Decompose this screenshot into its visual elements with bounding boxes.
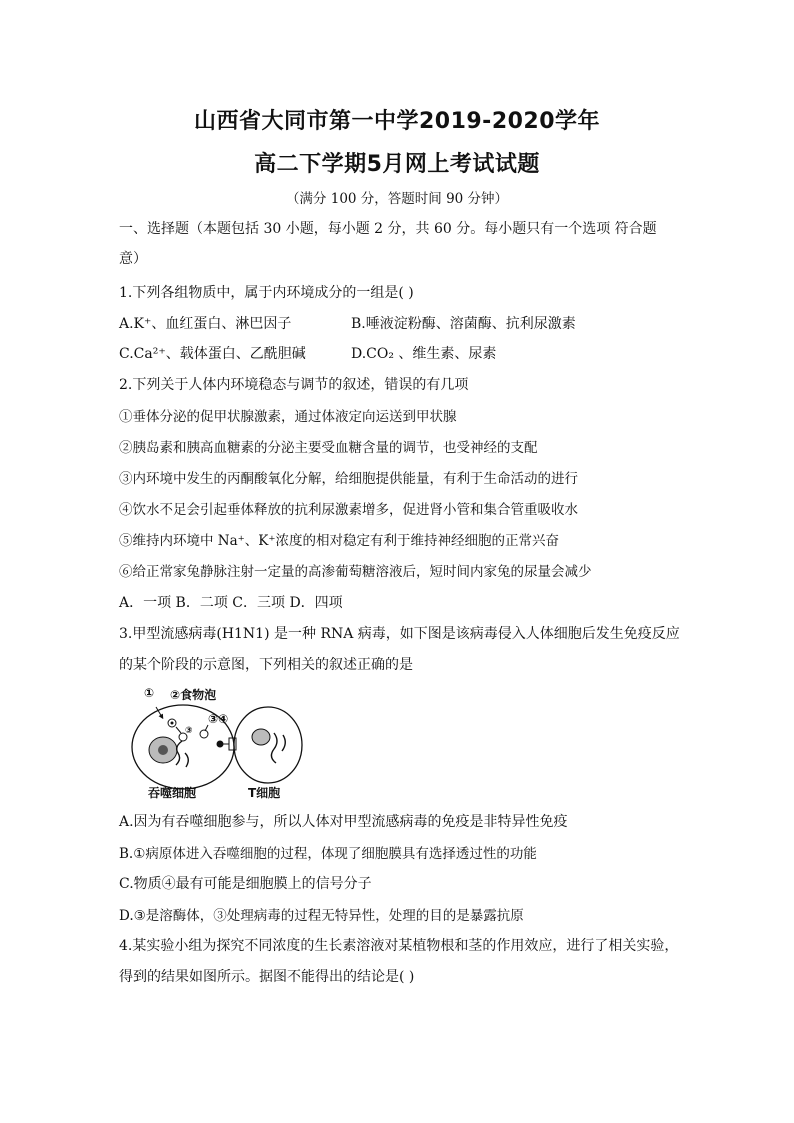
q2-statement-4: ④饮水不足会引起垂体释放的抗利尿激素增多，促进肾小管和集合管重吸收水 bbox=[119, 502, 578, 518]
exam-title-line2: 高二下学期5月网上考试试题 bbox=[254, 152, 540, 177]
figure-label-t-cell: T细胞 bbox=[248, 786, 281, 800]
exam-title-line1: 山西省大同市第一中学2019-2020学年 bbox=[193, 109, 601, 134]
t-cell-organelle bbox=[271, 733, 277, 763]
t-cell-membrane bbox=[234, 707, 302, 783]
q1-stem: 1.下列各组物质中，属于内环境成分的一组是( ) bbox=[119, 285, 414, 301]
q4-stem-line1: 4.某实验小组为探究不同浓度的生长素溶液对某植物根和茎的作用效应，进行了相关实验， bbox=[119, 938, 679, 954]
figure-label-3-small: ③ bbox=[185, 726, 193, 736]
q2-statement-1: ①垂体分泌的促甲状腺激素，通过体液定向运送到甲状腺 bbox=[119, 409, 457, 425]
section-instructions-line2: 意） bbox=[119, 251, 147, 267]
lysosome-vesicle bbox=[200, 730, 208, 738]
figure-label-phagocyte: 吞噬细胞 bbox=[148, 786, 197, 800]
cell-diagram-svg bbox=[128, 685, 308, 800]
q1-option-c: C.Ca²⁺、载体蛋白、乙酰胆碱 bbox=[119, 346, 306, 362]
t-cell-organelle bbox=[282, 735, 285, 751]
antigen-marker bbox=[217, 741, 224, 748]
q2-statement-2: ②胰岛素和胰高血糖素的分泌主要受血糖含量的调节，也受神经的支配 bbox=[119, 440, 538, 456]
q2-statement-3: ③内环境中发生的丙酮酸氧化分解，给细胞提供能量，有利于生命活动的进行 bbox=[119, 471, 578, 487]
q2-statement-6: ⑥给正常家兔静脉注射一定量的高渗葡萄糖溶液后，短时间内家兔的尿量会减少 bbox=[119, 564, 592, 580]
section-instructions-line1: 一、选择题（本题包括 30 小题，每小题 2 分，共 60 分。每小题只有一个选项 符合题 bbox=[119, 221, 657, 237]
q3-option-b: B.①病原体进入吞噬细胞的过程，体现了细胞膜具有选择透过性的功能 bbox=[119, 846, 537, 862]
q1-option-b: B.唾液淀粉酶、溶菌酶、抗利尿激素 bbox=[351, 316, 576, 332]
receptor-box bbox=[229, 738, 236, 750]
q3-stem-line2: 的某个阶段的示意图，下列相关的叙述正确的是 bbox=[119, 657, 413, 673]
q1-option-d: D.CO₂ 、维生素、尿素 bbox=[351, 346, 497, 362]
exam-subtitle: （满分 100 分，答题时间 90 分钟） bbox=[285, 191, 509, 207]
q3-option-a: A.因为有吞噬细胞参与，所以人体对甲型流感病毒的免疫是非特异性免疫 bbox=[119, 814, 568, 830]
q2-options: A．一项 B．二项 C．三项 D．四项 bbox=[119, 595, 343, 611]
q4-stem-line2: 得到的结果如图所示。据图不能得出的结论是( ) bbox=[119, 969, 415, 985]
figure-label-34: ③④ bbox=[208, 712, 229, 726]
q2-stem: 2.下列关于人体内环境稳态与调节的叙述，错误的有几项 bbox=[119, 377, 469, 393]
q3-option-d: D.③是溶酶体，③处理病毒的过程无特异性，处理的目的是暴露抗原 bbox=[119, 908, 524, 924]
pathogen-particle bbox=[171, 722, 174, 725]
q3-stem-line1: 3.甲型流感病毒(H1N1) 是一种 RNA 病毒，如下图是该病毒侵入人体细胞后发生免疫反应 bbox=[119, 626, 680, 642]
figure-label-2: ②食物泡 bbox=[170, 688, 217, 702]
t-cell-nucleus bbox=[252, 729, 270, 745]
phagocyte-organelle bbox=[185, 753, 188, 767]
arrow-fusion bbox=[176, 727, 181, 733]
q2-statement-5: ⑤维持内环境中 Na⁺、K⁺浓度的相对稳定有利于维持神经细胞的正常兴奋 bbox=[119, 533, 559, 549]
immune-response-figure bbox=[128, 685, 308, 800]
phagocyte-nucleolus bbox=[158, 745, 168, 755]
q1-option-a: A.K⁺、血红蛋白、淋巴因子 bbox=[119, 316, 292, 332]
q3-option-c: C.物质④最有可能是细胞膜上的信号分子 bbox=[119, 876, 372, 892]
figure-label-1: ① bbox=[144, 686, 155, 700]
